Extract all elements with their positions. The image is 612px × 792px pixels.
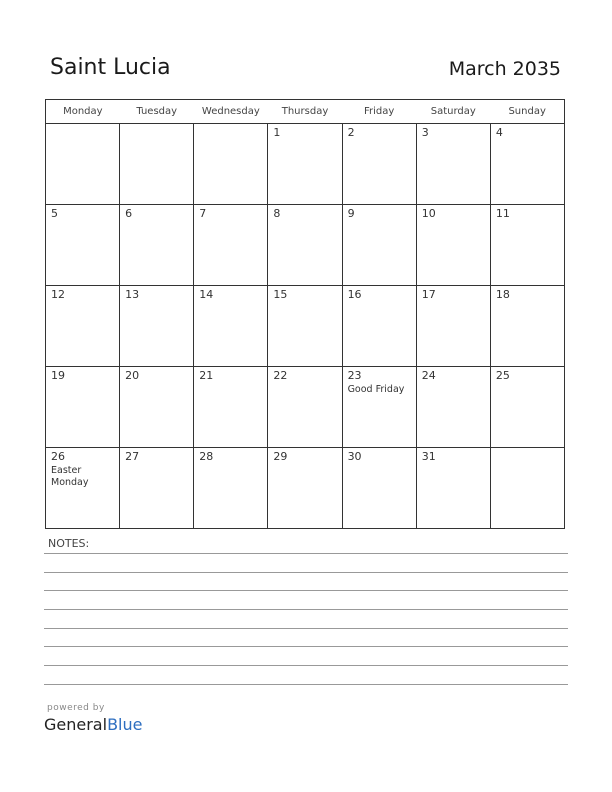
- calendar-day-cell: [268, 205, 342, 286]
- holiday-label: Good Friday: [347, 384, 405, 395]
- weekday-header: Saturday: [416, 100, 490, 124]
- day-number: 24: [421, 369, 436, 382]
- day-number: 4: [495, 126, 503, 139]
- weekday-header: Thursday: [268, 100, 342, 124]
- day-number: 5: [51, 207, 58, 220]
- calendar-week-row: [46, 367, 565, 448]
- calendar-grid: [45, 99, 565, 529]
- calendar-day-cell: [490, 286, 564, 367]
- day-number: 28: [199, 450, 214, 463]
- calendar-day-cell: [46, 286, 120, 367]
- day-number: 27: [125, 450, 140, 463]
- day-number: 26: [51, 450, 65, 463]
- calendar-day-cell: [416, 205, 490, 286]
- calendar-day-cell: [490, 448, 564, 529]
- day-number: 1: [273, 126, 281, 139]
- calendar-day-cell: [46, 448, 120, 529]
- calendar-day-cell: [46, 124, 120, 205]
- day-number: 16: [347, 288, 362, 301]
- calendar-day-cell: [194, 124, 268, 205]
- note-line: [44, 646, 568, 647]
- day-number: 20: [125, 369, 140, 382]
- calendar-day-cell: [416, 448, 490, 529]
- calendar-day-cell: [268, 124, 342, 205]
- day-number: 25: [495, 369, 510, 382]
- calendar-day-cell: [342, 448, 416, 529]
- note-line: [44, 609, 568, 610]
- calendar-week-row: [46, 124, 565, 205]
- day-number: 31: [421, 450, 436, 463]
- note-line: [44, 684, 568, 685]
- day-number: 3: [421, 126, 429, 139]
- calendar-day-cell: [120, 205, 194, 286]
- weekday-header-row: [46, 100, 565, 124]
- notes-label: NOTES:: [48, 537, 90, 550]
- note-line: [44, 553, 568, 554]
- note-line: [44, 665, 568, 666]
- calendar-day-cell: [490, 124, 564, 205]
- calendar-day-cell: [46, 205, 120, 286]
- calendar-day-cell: [46, 367, 120, 448]
- day-number: 8: [273, 207, 281, 220]
- calendar-day-cell: [268, 448, 342, 529]
- calendar-week-row: [46, 286, 565, 367]
- day-number: 7: [199, 207, 207, 220]
- weekday-header: Wednesday: [194, 100, 268, 124]
- calendar-day-cell: [416, 124, 490, 205]
- calendar-week-row: [46, 205, 565, 286]
- weekday-header: Friday: [342, 100, 416, 124]
- calendar-day-cell: [120, 286, 194, 367]
- brand-general-text: General: [44, 715, 108, 734]
- day-number: 11: [495, 207, 510, 220]
- calendar-day-cell: [342, 367, 416, 448]
- day-number: 17: [421, 288, 436, 301]
- calendar-day-cell: [194, 367, 268, 448]
- calendar-day-cell: [194, 448, 268, 529]
- calendar-day-cell: [342, 124, 416, 205]
- day-number: 22: [273, 369, 288, 382]
- day-number: 29: [273, 450, 288, 463]
- calendar-week-row: [46, 448, 565, 529]
- day-number: 10: [421, 207, 436, 220]
- calendar-day-cell: [416, 286, 490, 367]
- day-number: 9: [347, 207, 355, 220]
- calendar-day-cell: [120, 448, 194, 529]
- brand-name: [44, 715, 142, 734]
- day-number: 23: [347, 369, 362, 382]
- calendar-day-cell: [194, 286, 268, 367]
- day-number: 15: [273, 288, 288, 301]
- day-number: 19: [51, 369, 65, 382]
- weekday-header: Monday: [46, 100, 120, 124]
- note-line: [44, 590, 568, 591]
- day-number: 13: [125, 288, 140, 301]
- powered-by-text: powered by: [47, 703, 105, 713]
- calendar-day-cell: [120, 367, 194, 448]
- calendar-day-cell: [342, 286, 416, 367]
- day-number: 6: [125, 207, 133, 220]
- calendar-day-cell: [416, 367, 490, 448]
- weekday-header: Tuesday: [120, 100, 194, 124]
- note-line: [44, 628, 568, 629]
- month-year-title: March 2035: [448, 58, 561, 80]
- generalblue-logo: [44, 703, 142, 734]
- calendar-day-cell: [342, 205, 416, 286]
- country-title: Saint Lucia: [50, 55, 171, 80]
- calendar-day-cell: [490, 367, 564, 448]
- day-number: 21: [199, 369, 214, 382]
- day-number: 30: [347, 450, 362, 463]
- calendar-day-cell: [194, 205, 268, 286]
- calendar-day-cell: [120, 124, 194, 205]
- weekday-header: Sunday: [490, 100, 564, 124]
- day-number: 14: [199, 288, 214, 301]
- brand-blue-text: Blue: [107, 715, 143, 734]
- calendar-day-cell: [490, 205, 564, 286]
- calendar-day-cell: [268, 286, 342, 367]
- day-number: 12: [51, 288, 65, 301]
- day-number: 18: [495, 288, 510, 301]
- calendar-day-cell: [268, 367, 342, 448]
- note-line: [44, 572, 568, 573]
- holiday-label: Easter Monday: [51, 465, 89, 488]
- day-number: 2: [347, 126, 355, 139]
